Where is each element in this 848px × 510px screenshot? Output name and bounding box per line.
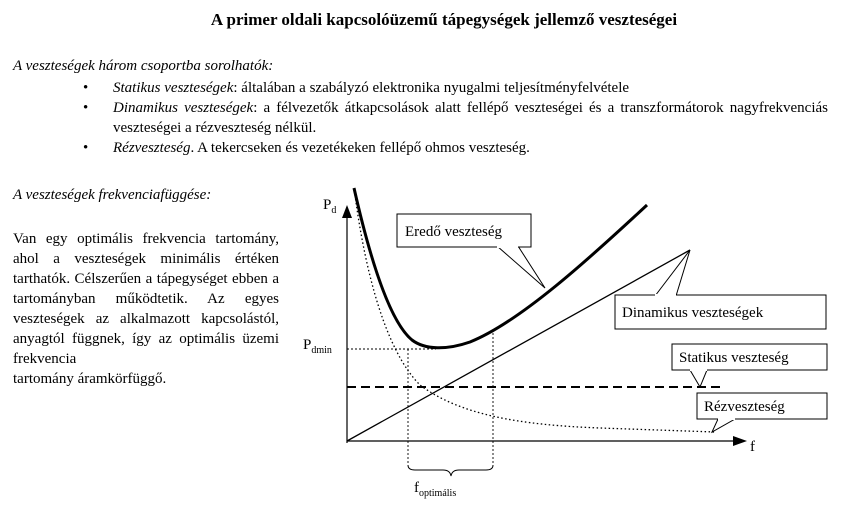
paragraph-last-line: tartomány áramkörfüggő. [13, 371, 167, 387]
term-dynamic: Dinamikus veszteségek [113, 100, 254, 116]
section-heading-frequency: A veszteségek frekvenciafüggése: [13, 187, 212, 203]
fopt-label: $f_{optimális}$ [414, 480, 457, 499]
y-axis-label: $P_d$ [323, 197, 337, 216]
total-loss-curve [354, 188, 647, 348]
callout-pointer-total [497, 246, 545, 288]
callout-pointer-dynamic [655, 250, 690, 296]
x-axis-arrow [733, 436, 747, 446]
y-axis-arrow [342, 205, 352, 218]
label-copper-loss: Rézveszteség [704, 399, 785, 415]
callout-pointer-copper [712, 419, 735, 432]
callout-pointer-static [690, 370, 707, 387]
section-heading-groups: A veszteségek három csoportba sorolhatók: [13, 58, 274, 74]
label-total-loss: Eredő veszteség [405, 224, 503, 240]
term-static: Statikus veszteségek [113, 80, 234, 96]
term-copper: Rézveszteség [113, 140, 191, 156]
x-axis-label: f [750, 439, 755, 455]
label-dynamic-loss: Dinamikus veszteségek [622, 305, 764, 321]
pdmin-label: $P_{dmin}$ [303, 337, 332, 356]
dynamic-loss-line [347, 250, 690, 441]
desc-static: : általában a szabályzó elektronika nyugalmi teljesítményfelvétele [233, 80, 630, 96]
desc-dynamic: : a félvezetők átkapcsolások alatt fellépő veszteségei és a transzformátorok nagyfrekvenciás veszteségei a rézveszteség nélkül. [113, 100, 829, 136]
desc-copper: . A tekercseken és vezetékeken fellépő ohmos veszteség. [190, 140, 530, 156]
fopt-brace [408, 465, 493, 476]
label-static-loss: Statikus veszteség [679, 350, 789, 366]
page-title: A primer oldali kapcsolóüzemű tápegységek jellemző veszteségei [210, 10, 678, 29]
paragraph-body: Van egy optimális frekvencia tartomány, ahol a veszteségek minimális értéken tarthatók. Célszerűen a tápegységet ebben a tartományban működtetik. Az egyes veszteségek az alkalmazott kapcsolástól, anyagtól függnek, így az optimális üzemi frekvencia [13, 231, 279, 367]
